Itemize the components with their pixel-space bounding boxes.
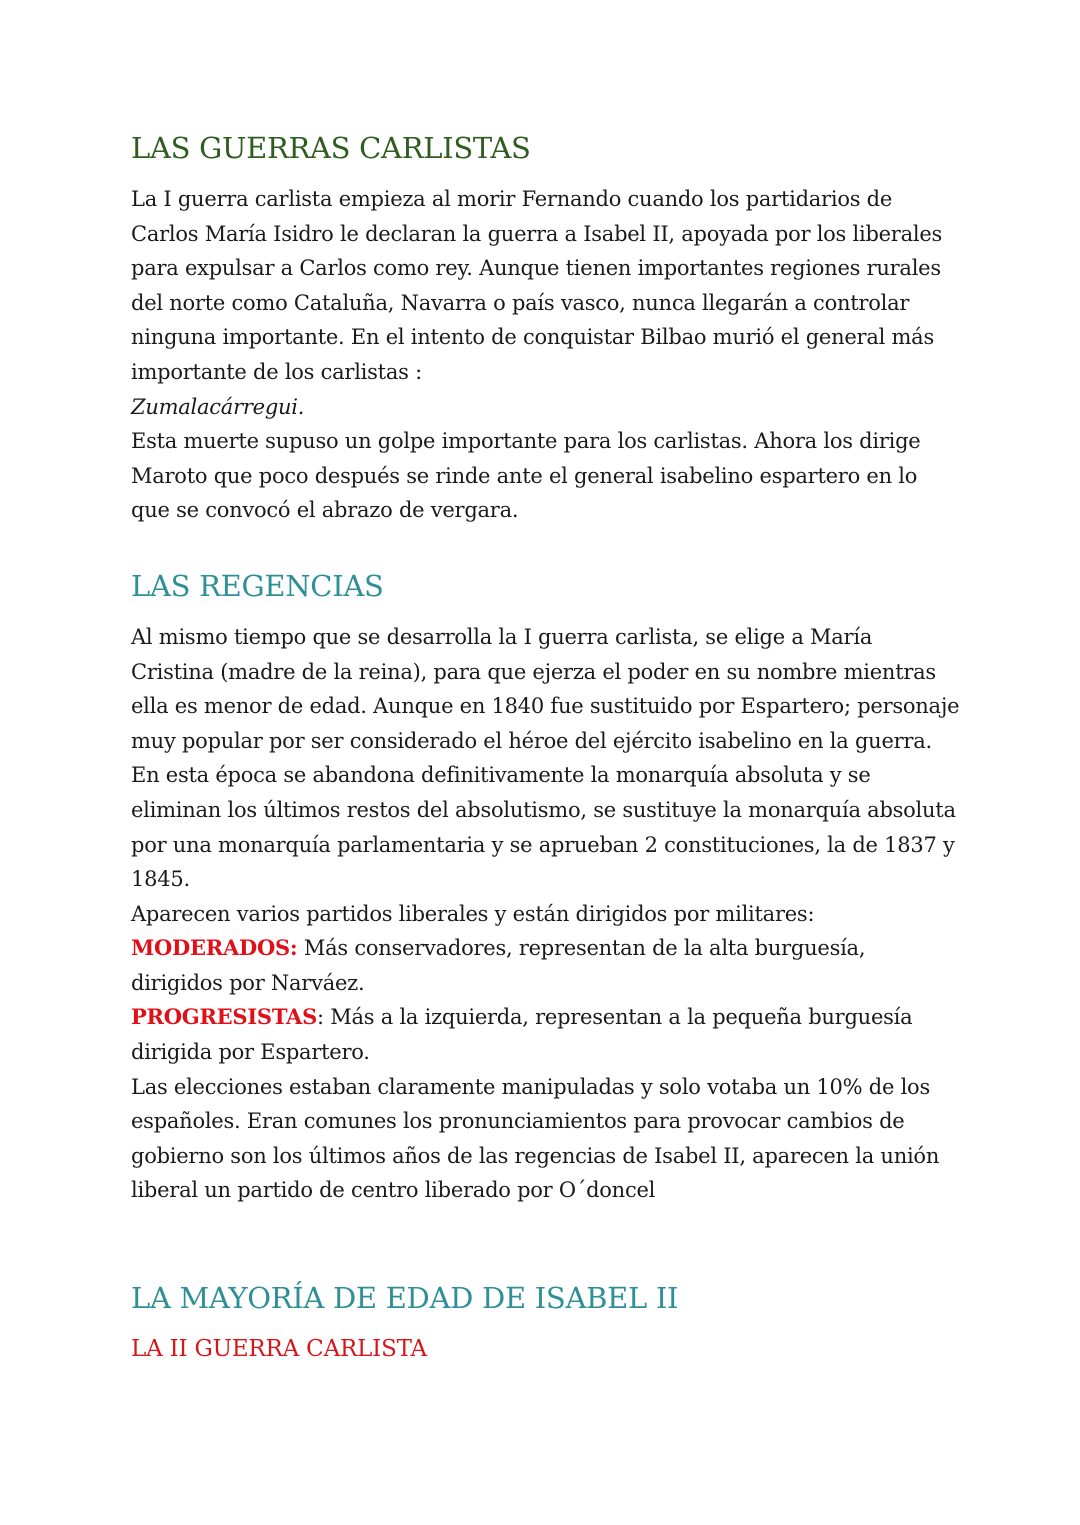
paragraph: Esta muerte supuso un golpe importante para los carlistas. Ahora los dirige Maroto que poco después se rinde ante el general isabelino espartero en lo que se convocó el abrazo de vergara. (131, 429, 921, 523)
party-progresistas (131, 1000, 961, 1069)
party-moderados (131, 931, 961, 1000)
moderados-label: MODERADOS: (131, 935, 298, 961)
document-page (131, 128, 961, 1366)
paragraph (131, 182, 961, 424)
moderados-text: Más conservadores, representan de la alta burguesía, dirigidos por Narváez. (131, 936, 866, 995)
italic-name: Zumalacárregui. (131, 394, 305, 419)
paragraph: Al mismo tiempo que se desarrolla la I guerra carlista, se elige a María Cristina (madre de la reina), para que ejerza el poder en su nombre mientras ella es menor de edad. Aunque en 1840 fue sustituido por Espartero; personaje muy popular por ser considerado el héroe del ejército isabelino en la guerra. (131, 624, 960, 753)
paragraph: Aparecen varios partidos liberales y están dirigidos por militares: (131, 901, 815, 926)
heading-guerras-carlistas: LAS GUERRAS CARLISTAS (131, 131, 531, 165)
paragraph: En esta época se abandona definitivamente la monarquía absoluta y se eliminan los últimos restos del absolutismo, se sustituye la monarquía absoluta por una monarquía parlamentaria y se aprueban 2 constituciones, la de 1837 y 1845. (131, 763, 956, 892)
heading-regencias: LAS REGENCIAS (131, 568, 384, 603)
paragraph: Las elecciones estaban claramente manipuladas y solo votaba un 10% de los españoles. Eran comunes los pronunciamientos para provocar cambios de gobierno son los últimos años de las regencias de Isabel II, aparecen la unión liberal un partido de centro liberado por O´doncel (131, 1074, 940, 1203)
subheading-ii-guerra-carlista: LA II GUERRA CARLISTA (131, 1336, 427, 1363)
heading-mayoria-edad: LA MAYORÍA DE EDAD DE ISABEL II (131, 1281, 679, 1316)
paragraph-text: La I guerra carlista empieza al morir Fernando cuando los partidarios de Carlos María Isidro le declaran la guerra a Isabel II, apoyada por los liberales para expulsar a Carlos como rey. Aunque tienen importantes regiones rurales del norte como Cataluña, Navarra o país vasco, nunca llegarán a controlar ninguna importante. En el intento de conquistar Bilbao murió el general más importante de los carlistas : (131, 187, 943, 384)
progresistas-text: : Más a la izquierda, representan a la pequeña burguesía dirigida por Espartero. (131, 1005, 913, 1065)
progresistas-label: PROGRESISTAS (131, 1004, 318, 1030)
